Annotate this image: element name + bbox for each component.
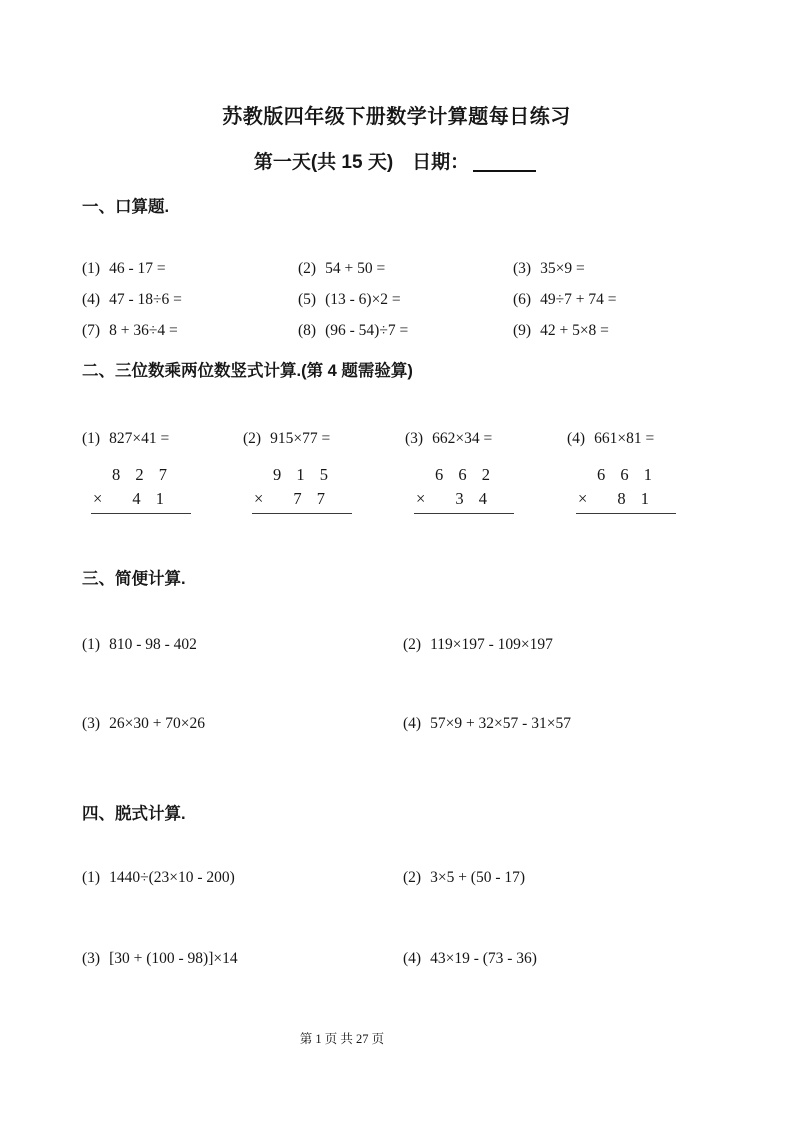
multiplicand-row: 9 1 5 <box>273 465 328 484</box>
date-blank-line <box>473 170 536 172</box>
problem-expression: 49÷7 + 74 = <box>540 291 617 308</box>
problem-expression: 54 + 50 = <box>325 260 386 277</box>
multiply-sign: × <box>416 489 426 508</box>
problem-label: (2) <box>403 636 422 653</box>
vertical-problem-1 <box>82 428 243 514</box>
oral-problem-7 <box>82 320 298 342</box>
problem-expression: (96 - 54)÷7 = <box>325 322 409 339</box>
multiplier-row <box>414 487 514 513</box>
vertical-multiplication-worksheet <box>414 463 514 514</box>
vertical-multiplication-worksheet <box>576 463 676 514</box>
problem-label: (9) <box>513 322 532 339</box>
problem-expression: 26×30 + 70×26 <box>109 715 206 732</box>
problem-label: (2) <box>243 430 262 447</box>
problem-expression: 35×9 = <box>540 260 585 277</box>
multiplier-row <box>252 487 352 513</box>
oral-problem-9 <box>513 320 742 342</box>
oral-problem-1 <box>82 258 298 280</box>
problem-expression: 661×81 = <box>594 430 655 447</box>
problem-label: (3) <box>405 430 424 447</box>
problem-label: (6) <box>513 291 532 308</box>
problem-label: (1) <box>82 869 101 886</box>
multiply-sign: × <box>578 489 588 508</box>
multiply-sign: × <box>254 489 264 508</box>
problem-expression: 662×34 = <box>432 430 493 447</box>
problem-label: (7) <box>82 322 101 339</box>
multiplier-row <box>91 487 191 513</box>
section-heading-oral: 一、口算题. <box>82 198 170 216</box>
problem-label: (5) <box>298 291 317 308</box>
problem-expression: 810 - 98 - 402 <box>109 636 197 653</box>
problem-label: (4) <box>82 291 101 308</box>
oral-problem-6 <box>513 289 742 311</box>
problem-label: (2) <box>298 260 317 277</box>
problem-expression: 915×77 = <box>270 430 331 447</box>
vertical-problem-4 <box>567 428 762 514</box>
multiplier-digits: 3 4 <box>455 489 487 508</box>
oral-problem-8 <box>298 320 513 342</box>
simplify-problem-3 <box>82 713 403 735</box>
multiplier-digits: 4 1 <box>132 489 164 508</box>
problem-label: (4) <box>403 950 422 967</box>
multiply-sign: × <box>93 489 103 508</box>
vertical-problem-3 <box>405 428 567 514</box>
problem-expression: 8 + 36÷4 = <box>109 322 178 339</box>
multiplier-digits: 7 7 <box>293 489 325 508</box>
problem-expression: 43×19 - (73 - 36) <box>430 950 537 967</box>
problem-expression: 119×197 - 109×197 <box>430 636 553 653</box>
stepwise-problem-3 <box>82 948 403 970</box>
problem-label: (4) <box>567 430 586 447</box>
oral-problem-2 <box>298 258 513 280</box>
oral-problem-3 <box>513 258 742 280</box>
problem-expression: 57×9 + 32×57 - 31×57 <box>430 715 571 732</box>
problem-expression: (13 - 6)×2 = <box>325 291 401 308</box>
oral-problem-grid <box>82 258 742 342</box>
section-heading-vertical: 二、三位数乘两位数竖式计算.(第 4 题需验算) <box>82 362 413 380</box>
stepwise-problem-grid <box>82 867 742 970</box>
page-subtitle <box>0 149 790 177</box>
problem-label: (1) <box>82 430 101 447</box>
simplify-problem-grid <box>82 634 742 735</box>
section-heading-stepwise: 四、脱式计算. <box>82 805 186 823</box>
problem-expression: 42 + 5×8 = <box>540 322 609 339</box>
section-heading-simplify: 三、简便计算. <box>82 570 186 588</box>
problem-label: (1) <box>82 260 101 277</box>
page-title: 苏教版四年级下册数学计算题每日练习 <box>222 106 571 128</box>
problem-expression: [30 + (100 - 98)]×14 <box>109 950 238 967</box>
problem-label: (8) <box>298 322 317 339</box>
problem-label: (2) <box>403 869 422 886</box>
oral-problem-5 <box>298 289 513 311</box>
problem-expression: 3×5 + (50 - 17) <box>430 869 526 886</box>
vertical-problem-grid <box>82 428 762 514</box>
multiplicand-row: 6 6 2 <box>435 465 490 484</box>
multiplicand-row: 6 6 1 <box>597 465 652 484</box>
problem-label: (3) <box>82 950 101 967</box>
simplify-problem-4 <box>403 713 742 735</box>
problem-expression: 46 - 17 = <box>109 260 166 277</box>
oral-problem-4 <box>82 289 298 311</box>
vertical-multiplication-worksheet <box>252 463 352 514</box>
problem-label: (1) <box>82 636 101 653</box>
problem-label: (3) <box>82 715 101 732</box>
multiplicand-row: 8 2 7 <box>112 465 167 484</box>
stepwise-problem-1 <box>82 867 403 889</box>
vertical-multiplication-worksheet <box>91 463 191 514</box>
stepwise-problem-2 <box>403 867 742 889</box>
vertical-problem-2 <box>243 428 405 514</box>
problem-expression: 827×41 = <box>109 430 170 447</box>
simplify-problem-1 <box>82 634 403 656</box>
multiplier-row <box>576 487 676 513</box>
stepwise-problem-4 <box>403 948 742 970</box>
page-number: 第 1 页 共 27 页 <box>299 1032 385 1046</box>
problem-expression: 47 - 18÷6 = <box>109 291 182 308</box>
problem-label: (4) <box>403 715 422 732</box>
simplify-problem-2 <box>403 634 742 656</box>
problem-label: (3) <box>513 260 532 277</box>
problem-expression: 1440÷(23×10 - 200) <box>109 869 235 886</box>
multiplier-digits: 8 1 <box>617 489 649 508</box>
day-and-date-label: 第一天(共 15 天) 日期： <box>253 152 470 173</box>
